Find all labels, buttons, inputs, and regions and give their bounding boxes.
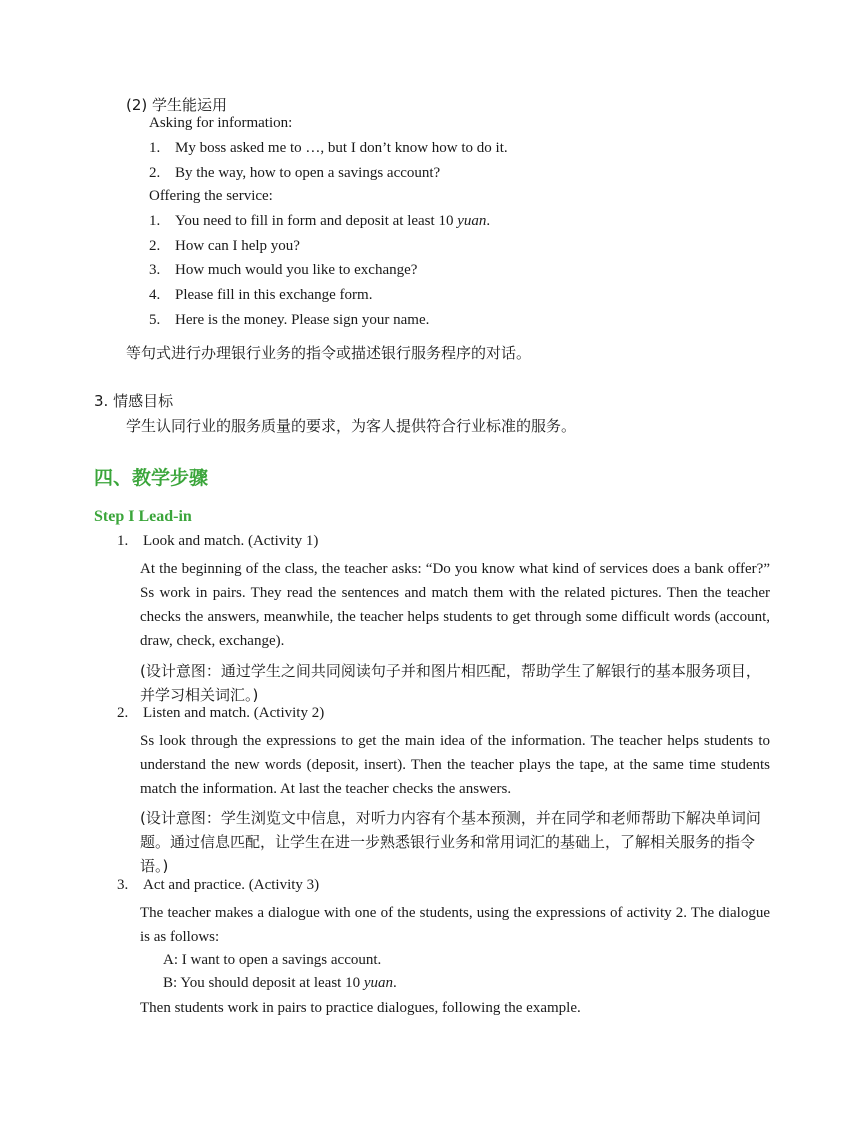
goal-heading: 3. 情感目标	[94, 392, 174, 410]
dialogue-line-b: B: You should deposit at least 10 yuan.	[163, 975, 397, 991]
list-item: 1. My boss asked me to …, but I don’t know how to do it.	[149, 140, 508, 156]
dialogue-line-a: A: I want to open a savings account.	[163, 952, 382, 968]
list-item: 1. You need to fill in form and deposit at least 10 yuan.	[149, 213, 491, 229]
list-item: 3. How much would you like to exchange?	[149, 262, 418, 278]
asking-label: Asking for information:	[149, 115, 293, 131]
design-intent: (设计意图：学生浏览文中信息，对听力内容有个基本预测，并在同学和老师帮助下解决单词问题。通过信息匹配，让学生在进一步熟悉银行业务和常用词汇的基础上，了解相关服务的指令语。)	[140, 809, 761, 875]
offering-label: Offering the service:	[149, 188, 273, 204]
activity-title: 1. Look and match. (Activity 1)	[117, 533, 319, 549]
subsection-heading: (2) 学生能运用	[126, 96, 228, 114]
activity-title: 2. Listen and match. (Activity 2)	[117, 705, 325, 721]
section-heading: 四、教学步骤	[94, 467, 209, 489]
list-item: 4. Please fill in this exchange form.	[149, 287, 373, 303]
list-item: 5. Here is the money. Please sign your name.	[149, 312, 430, 328]
design-intent: (设计意图：通过学生之间共同阅读句子并和图片相匹配，帮助学生了解银行的基本服务项目，并学习相关词汇。)	[140, 662, 761, 704]
activity-title: 3. Act and practice. (Activity 3)	[117, 877, 320, 893]
list-item: 2. By the way, how to open a savings account?	[149, 165, 441, 181]
closing-text: Then students work in pairs to practice dialogues, following the example.	[140, 1000, 581, 1016]
activity-body: Ss look through the expressions to get the main idea of the information. The teacher helps students to understand the new words (deposit, insert). Then the teacher plays the tape, at the same time students match the information. At last the teacher checks the answers.	[140, 733, 770, 797]
step-heading: Step I Lead-in	[94, 508, 192, 525]
activity-body: The teacher makes a dialogue with one of the students, using the expressions of activity 2. The dialogue is as follows:	[140, 905, 770, 945]
summary-text: 等句式进行办理银行业务的指令或描述银行服务程序的对话。	[126, 344, 532, 362]
goal-text: 学生认同行业的服务质量的要求，为客人提供符合行业标准的服务。	[126, 417, 577, 435]
activity-body: At the beginning of the class, the teacher asks: “Do you know what kind of services does a bank offer?” Ss work in pairs. They read the sentences and match them with the related pictures. Then the teacher checks the answers, meanwhile, the teacher helps students to get through some difficult words (account, draw, check, exchange).	[140, 561, 770, 649]
list-item: 2. How can I help you?	[149, 238, 300, 254]
